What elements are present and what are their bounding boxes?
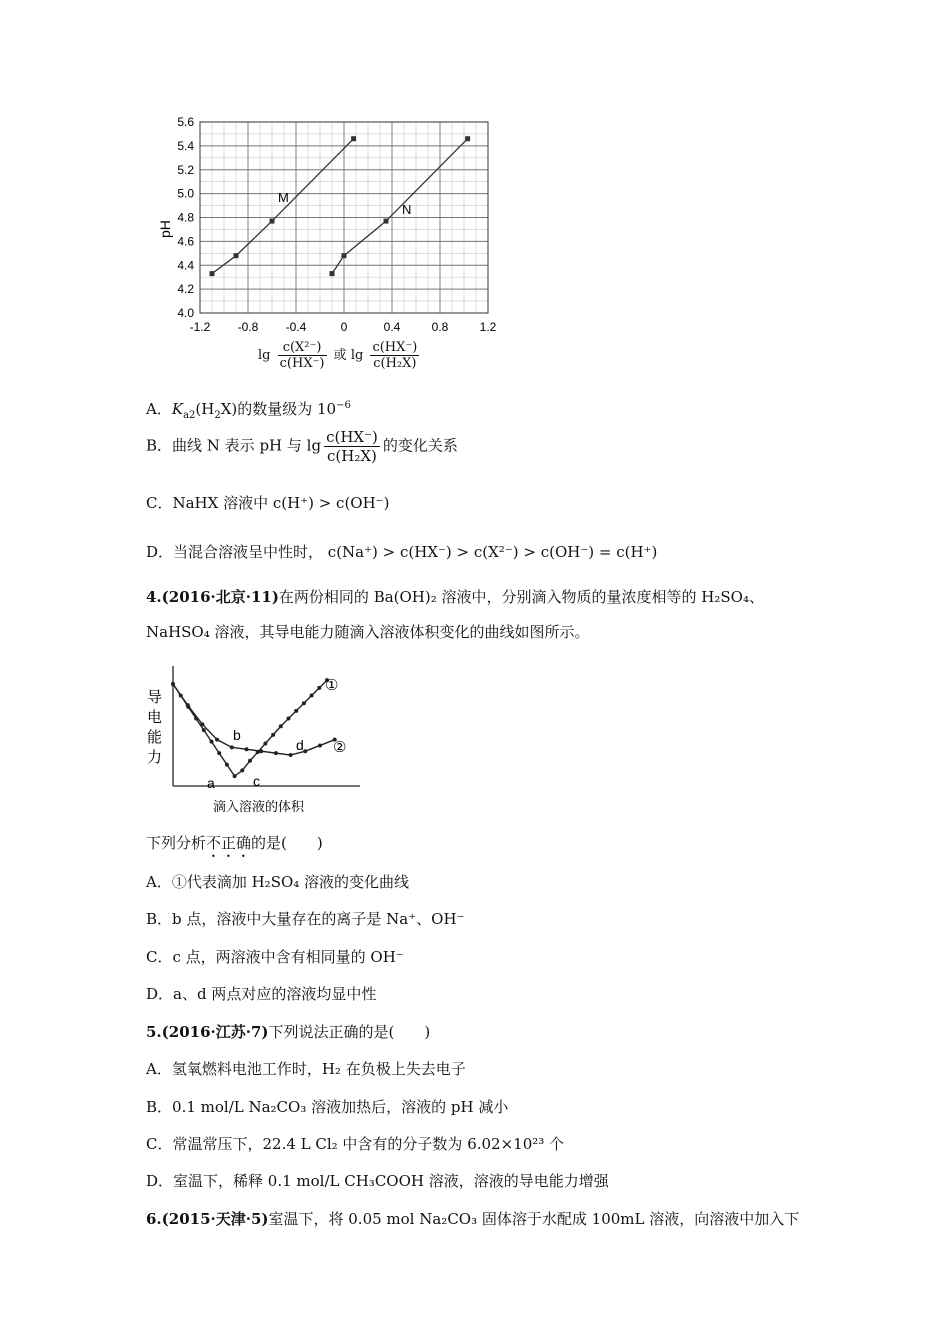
ylabel-char: 能 [147, 729, 163, 746]
conductivity-xlabel: 滴入溶液的体积 [213, 799, 305, 814]
q4-option-b: B．b 点，溶液中大量存在的离子是 Na⁺、OH⁻ [146, 910, 465, 928]
xlabel-num2: c(HX⁻) [372, 340, 418, 355]
y-tick-label: 4.6 [177, 234, 194, 249]
q3-a-mid: (H [195, 400, 215, 418]
q5-stem [146, 1021, 430, 1042]
curve-2-point [171, 682, 175, 686]
x-tick-label: 0.8 [431, 320, 449, 334]
xlabel-frac1 [278, 340, 327, 371]
q3-b-pre: B．曲线 N 表示 pH 与 lg [146, 436, 322, 455]
curve-2-label: ② [333, 739, 347, 756]
curve-1-point [317, 686, 321, 690]
curve-1-point [240, 768, 244, 772]
xlabel-num1: c(X²⁻) [278, 340, 327, 356]
curve-1-point [248, 759, 252, 763]
curve-2-point [289, 753, 293, 757]
data-point [465, 136, 470, 141]
y-tick-label: 5.6 [177, 115, 194, 129]
curve-2-point [259, 749, 263, 753]
xlabel-or: 或 [333, 348, 347, 363]
y-tick-label: 5.2 [177, 162, 194, 177]
data-point [234, 253, 239, 258]
curve-1-label: ① [325, 677, 339, 694]
curve-2-point [274, 751, 278, 755]
q3-a-ksub: a2 [183, 410, 196, 421]
q6-line1-text: 室温下，将 0.05 mol Na₂CO₃ 固体溶于水配成 100mL 溶液，向溶液中加入下 [268, 1210, 800, 1228]
curve-2-point [230, 745, 234, 749]
x-tick-label: 0.4 [383, 320, 401, 334]
q3-a-k: K [171, 400, 184, 418]
curve-2-point [318, 743, 322, 747]
conductivity-series [171, 678, 337, 778]
ylabel-char: 电 [147, 709, 163, 726]
q4-option-c: C．c 点，两溶液中含有相同量的 OH⁻ [146, 948, 404, 966]
q3-b-num: c(HX⁻) [326, 428, 378, 446]
curve-1-point [217, 751, 221, 755]
curve-1-point [294, 709, 298, 713]
ylabel-char: 力 [147, 749, 163, 766]
x-tick-label: 1.2 [479, 320, 497, 334]
q4-option-a: A．①代表滴加 H₂SO₄ 溶液的变化曲线 [146, 873, 410, 891]
ylabel-char: 导 [147, 689, 163, 706]
xlabel-lg2: lg [350, 348, 364, 363]
ph-chart-xlabel [258, 340, 422, 371]
q3-a-rest: X)的数量级为 10 [220, 400, 337, 418]
curve-1-point [210, 740, 214, 744]
curve-2-point [215, 738, 219, 742]
ph-chart-series [210, 136, 471, 276]
data-point [210, 271, 215, 276]
q3-option-d: D．当混合溶液呈中性时， c(Na⁺) > c(HX⁻) > c(X²⁻) > c(OH⁻) = c(H⁺) [146, 543, 658, 561]
data-point [342, 253, 347, 258]
y-tick-label: 4.8 [177, 210, 194, 225]
conductivity-chart [145, 660, 365, 818]
q5-option-b: B．0.1 mol/L Na₂CO₃ 溶液加热后，溶液的 pH 减小 [146, 1098, 509, 1116]
data-point [330, 271, 335, 276]
xlabel-den2: c(H₂X) [373, 356, 417, 371]
curve-1-point [302, 701, 306, 705]
y-tick-label: 4.4 [177, 258, 194, 273]
point-a-label: a [207, 775, 215, 791]
curve-1-point [202, 728, 206, 732]
q4-stem-pre: 下列分析 [146, 834, 207, 852]
q4-stem [146, 832, 323, 861]
q4-line1 [146, 586, 764, 607]
point-d-label: d [296, 737, 304, 753]
q3-option-a [146, 398, 351, 419]
xlabel-den1: c(HX⁻) [279, 356, 325, 371]
q6-line1 [146, 1208, 799, 1229]
x-tick-label: -0.8 [237, 320, 259, 334]
x-tick-label: -1.2 [189, 320, 211, 334]
x-tick-label: 0 [340, 320, 348, 334]
xlabel-lg1: lg [258, 348, 271, 363]
q4-stem-post: 的是( ) [251, 834, 323, 852]
data-point [270, 219, 275, 224]
series-n-label: N [402, 202, 412, 217]
q4-line2: NaHSO₄ 溶液，其导电能力随滴入溶液体积变化的曲线如图所示。 [146, 623, 590, 641]
curve-2-point [186, 703, 190, 707]
curve-1-point [271, 733, 275, 737]
conductivity-ylabel [147, 689, 162, 766]
q3-option-b [146, 428, 458, 465]
q6-head: 6.(2015·天津·5) [146, 1210, 269, 1228]
q5-stem-text: 下列说法正确的是( ) [268, 1023, 431, 1041]
ph-chart-ylabel: pH [157, 220, 173, 238]
xlabel-frac2 [370, 340, 419, 371]
series-m-label: M [278, 190, 289, 205]
x-tick-label: -0.4 [285, 320, 307, 334]
q4-line1-text: 在两份相同的 Ba(OH)₂ 溶液中，分别滴入物质的量浓度相等的 H₂SO₄、 [278, 588, 764, 606]
q3-a-sub2: 2 [214, 410, 221, 421]
curve-2-point [245, 747, 249, 751]
y-tick-label: 5.4 [177, 138, 194, 153]
curve-2-point [303, 749, 307, 753]
data-point [351, 136, 356, 141]
q3-b-den: c(H₂X) [327, 447, 377, 465]
ph-chart-grid [200, 122, 488, 313]
curve-1-point [287, 717, 291, 721]
y-tick-label: 4.2 [177, 282, 194, 297]
point-b-label: b [233, 727, 241, 743]
q4-head: 4.(2016·北京·11) [146, 588, 279, 606]
q3-a-exp: −6 [336, 400, 351, 411]
curve-1-point [310, 694, 314, 698]
y-tick-label: 5.0 [177, 186, 194, 201]
curve-1-point [263, 742, 267, 746]
curve-1-point [279, 724, 283, 728]
data-point [384, 219, 389, 224]
q3-b-frac [324, 428, 380, 465]
q4-stem-emphasis: 不正确 [206, 834, 252, 852]
q3-a-label: A． [146, 400, 172, 418]
q5-option-c: C．常温常压下，22.4 L Cl₂ 中含有的分子数为 6.02×10²³ 个 [146, 1135, 565, 1153]
q3-option-c: C．NaHX 溶液中 c(H⁺) > c(OH⁻) [146, 494, 390, 512]
q5-option-d: D．室温下，稀释 0.1 mol/L CH₃COOH 溶液，溶液的导电能力增强 [146, 1172, 609, 1190]
curve-2-point [200, 722, 204, 726]
q4-option-d: D．a、d 两点对应的溶液均显中性 [146, 985, 377, 1003]
point-c-label: c [253, 773, 260, 789]
q5-option-a: A．氢氧燃料电池工作时，H₂ 在负极上失去电子 [146, 1060, 466, 1078]
q5-head: 5.(2016·江苏·7) [146, 1023, 269, 1041]
y-tick-label: 4.0 [177, 306, 194, 320]
curve-1-point [225, 763, 229, 767]
q3-b-post: 的变化关系 [382, 436, 458, 455]
curve-1-point [233, 774, 237, 778]
